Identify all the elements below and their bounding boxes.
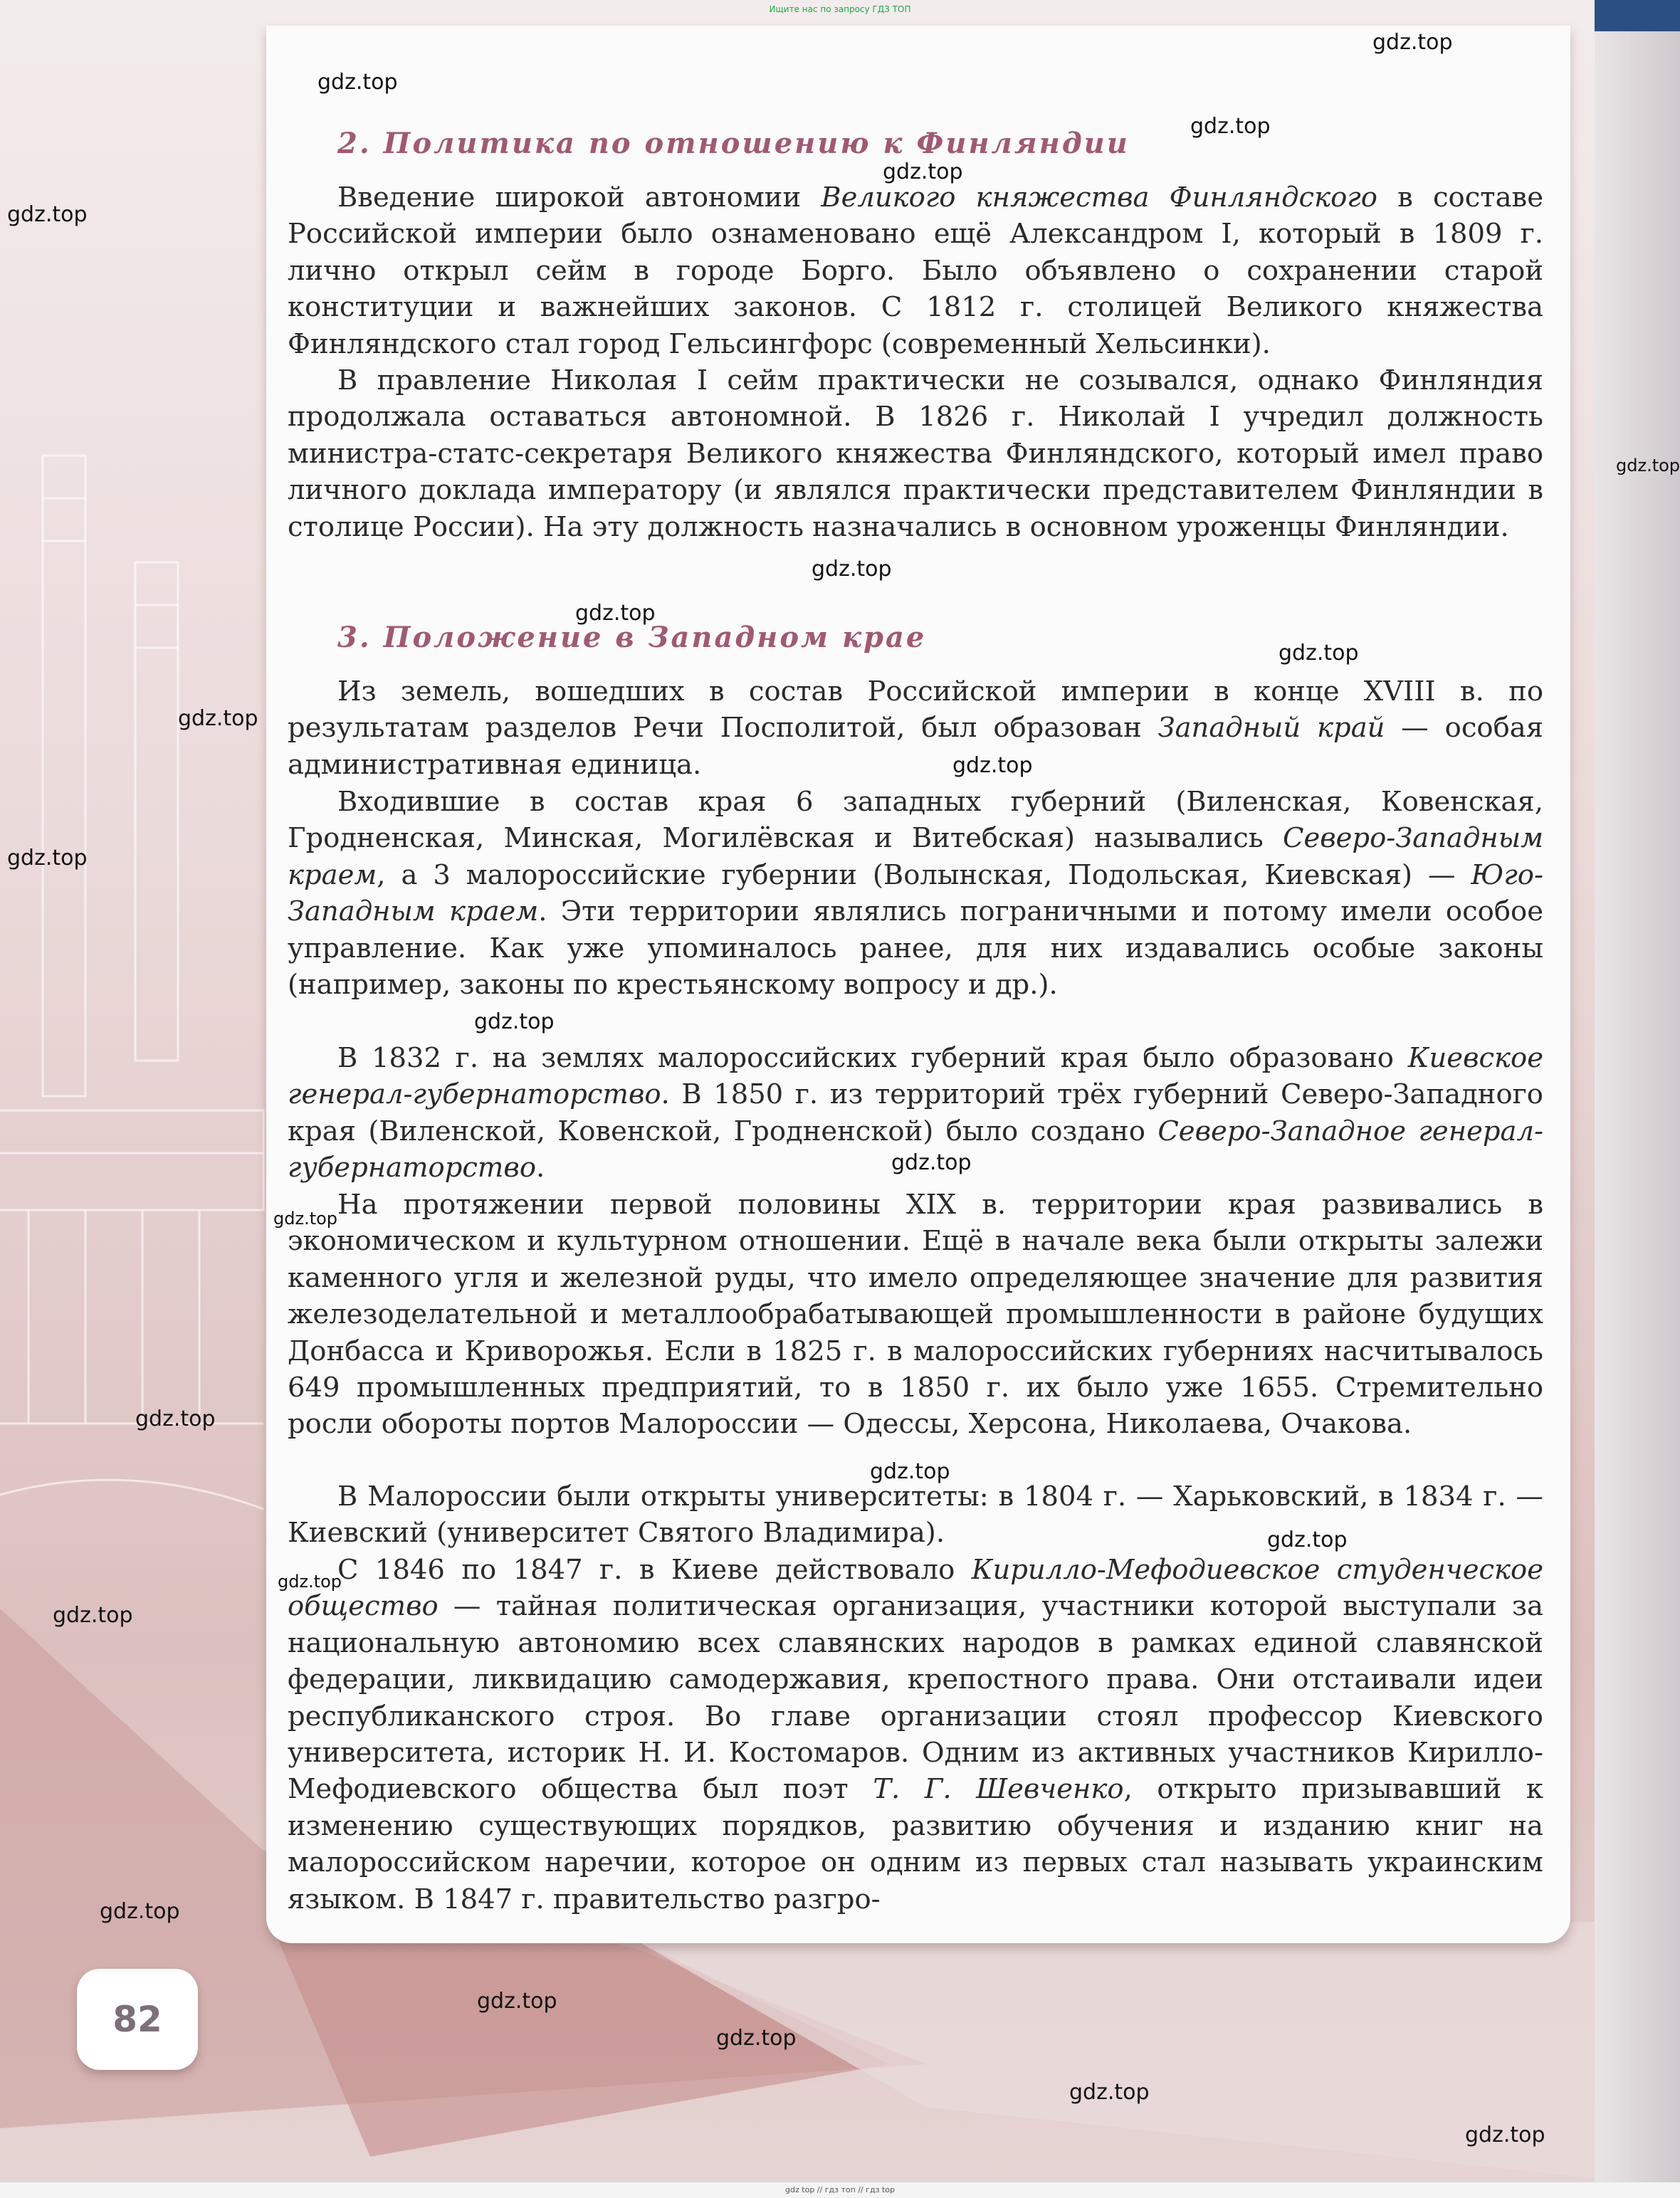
watermark: gdz.top <box>474 1009 555 1034</box>
watermark: gdz.top <box>100 1899 180 1924</box>
section-3-paragraph-3: В 1832 г. на землях малороссийских губерний края было образовано Киевское генерал-губернаторство. В 1850 г. из территорий трёх губерний Северо-Западного края (Виленской, Ковенской, Гродненской) было создано Северо-Западное генерал-губернаторство. <box>288 1042 1543 1184</box>
watermark: gdz.top <box>1616 456 1680 475</box>
book-spine <box>1595 0 1680 2198</box>
watermark: gdz.top <box>1465 2123 1545 2147</box>
watermark: gdz.top <box>883 159 963 184</box>
watermark: gdz.top <box>952 753 1033 778</box>
watermark: gdz.top <box>53 1603 133 1628</box>
watermark: gdz.top <box>1190 114 1271 139</box>
page-number: 82 <box>112 1999 162 2040</box>
watermark: gdz.top <box>1279 641 1359 666</box>
section-3-paragraph-5: В Малороссии были открыты университеты: в 1804 г. — Харьковский, в 1834 г. — Киевский (университет Святого Владимира). <box>288 1481 1543 1550</box>
section-2-paragraph-2: В правление Николая I сейм практически не созывался, однако Финляндия продолжала оставаться автономной. В 1826 г. Николай I учредил должность министра-статс-секретаря Великого княжества Финляндского, который имел право личного доклада императору (и являлся практически представителем Финляндии в столице России). На эту должность назначались в основном уроженцы Финляндии. <box>288 364 1543 543</box>
section-2-paragraph-1: Введение широкой автономии Великого княжества Финляндского в составе Российской империи было ознаменовано ещё Александром I, который в 1809 г. лично открыл сейм в городе Борго. Было объявлено о сохранении старой конституции и важнейших законов. С 1812 г. столицей Великого княжества Финляндского стал город Гельсингфорс (современный Хельсинки). <box>288 182 1543 360</box>
watermark: gdz.top <box>135 1406 216 1431</box>
watermark: gdz.top <box>273 1209 338 1229</box>
watermark: gdz.top <box>7 202 88 227</box>
watermark: gdz.top <box>278 1572 342 1592</box>
top-banner: Ищите нас по запросу ГДЗ ТОП <box>769 4 911 14</box>
watermark: gdz.top <box>1069 2080 1150 2105</box>
watermark: gdz.top <box>1267 1527 1348 1552</box>
watermark: gdz.top <box>178 706 258 731</box>
page-number-badge <box>77 1969 198 2070</box>
section-3-paragraph-2: Входившие в состав края 6 западных губерний (Виленская, Ковенская, Гродненская, Минская, Могилёвская и Витебская) назывались Северо-Западным краем, а 3 малороссийские губернии (Волынская, Подольская, Киевская) — Юго-Западным краем. Эти территории являлись пограничными и потому имели особое управление. Как уже упоминалось ранее, для них издавались особые законы (например, законы по крестьянскому вопросу и др.). <box>288 786 1543 1001</box>
section-3-paragraph-6: С 1846 по 1847 г. в Киеве действовало Кирилло-Мефодиевское студенческое общество — тайная политическая организация, участники которой выступали за национальную автономию всех славянских народов в рамках единой славянской федерации, ликвидацию самодержавия, крепостного права. Они отстаивали идеи республиканского строя. Во главе организации стоял профессор Киевского университета, историк Н. И. Костомаров. Одним из активных участников Кирилло-Мефодиевского общества был поэт Т. Г. Шевченко, открыто призывавший к изменению существующих порядков, развитию обучения и изданию книг на малороссийском наречии, которое он одним из первых стал называть украинским языком. В 1847 г. правительство разгро- <box>288 1554 1543 1915</box>
watermark: gdz.top <box>870 1459 950 1484</box>
watermark: gdz.top <box>477 1989 557 2014</box>
section-3-paragraph-1: Из земель, вошедших в состав Российской империи в конце XVIII в. по результатам разделов Речи Посполитой, был образован Западный край — особая административная единица. <box>288 675 1543 781</box>
watermark: gdz.top <box>716 2026 797 2051</box>
watermark: gdz.top <box>1372 30 1453 55</box>
watermark: gdz.top <box>812 557 892 582</box>
section-3-paragraph-4: На протяжении первой половины XIX в. территории края развивались в экономическом и культурном отношении. Ещё в начале века были открыты залежи каменного угля и железной руды, что имело определяющее значение для развития железоделательной и металлообрабатывающей промышленности в районе будущих Донбасса и Криворожья. Если в 1825 г. в малороссийских губерниях насчитывалось 649 промышленных предприятий, то в 1850 г. их было уже 1655. Стремительно росли обороты портов Малороссии — Одессы, Херсона, Николаева, Очакова. <box>288 1189 1543 1441</box>
bottom-banner: gdz top // гдз топ // гдз top <box>0 2182 1680 2198</box>
watermark: gdz.top <box>891 1150 972 1175</box>
section-2-heading: 2. Политика по отношению к Финляндии <box>337 127 1130 160</box>
watermark: gdz.top <box>317 70 398 95</box>
watermark: gdz.top <box>7 846 88 871</box>
watermark: gdz.top <box>575 601 656 626</box>
section-3-heading: 3. Положение в Западном крае <box>337 621 927 654</box>
